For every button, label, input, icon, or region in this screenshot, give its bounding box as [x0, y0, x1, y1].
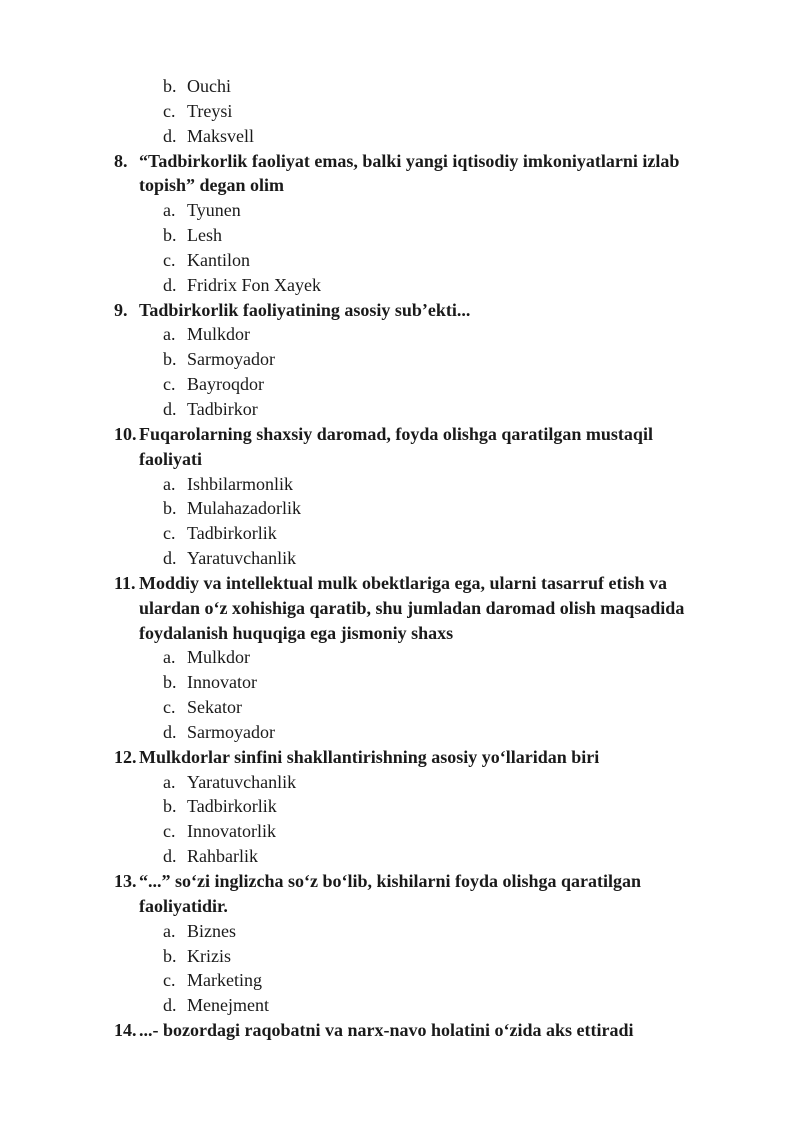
option-text: Krizis — [187, 945, 231, 966]
question-number: 13. — [114, 871, 137, 891]
option-letter: a. — [163, 200, 176, 221]
option-letter: c. — [163, 374, 176, 395]
option-text: Innovatorlik — [187, 821, 276, 842]
question-8 — [0, 149, 800, 298]
option-text: Kantilon — [187, 249, 250, 270]
option-text: Yaratuvchanlik — [187, 771, 297, 792]
option-item[interactable] — [0, 695, 800, 720]
question-text: Fuqarolarning shaxsiy daromad, foyda olishga qaratilgan mustaqil — [139, 423, 653, 444]
option-item[interactable] — [0, 74, 800, 99]
option-text: Biznes — [187, 920, 236, 941]
option-text: Maksvell — [187, 125, 254, 146]
question-stem — [0, 869, 800, 894]
question-text-continued: ulardan o‘z xohishiga qaratib, shu jumladan daromad olish maqsadida — [139, 597, 685, 618]
option-text: Ouchi — [187, 76, 231, 96]
question-number: 14. — [114, 1020, 137, 1041]
option-letter: a. — [163, 771, 176, 792]
option-letter: a. — [163, 920, 176, 941]
option-item[interactable] — [0, 496, 800, 521]
option-item[interactable] — [0, 223, 800, 248]
question-text-continued: faoliyatidir. — [139, 895, 228, 916]
question-number: 8. — [114, 150, 128, 171]
option-item[interactable] — [0, 968, 800, 993]
question-14 — [0, 1018, 800, 1043]
option-text: Sekator — [187, 697, 242, 718]
question-10 — [0, 422, 800, 571]
question-stem — [0, 745, 800, 770]
option-item[interactable] — [0, 819, 800, 844]
option-letter: d. — [163, 398, 177, 419]
option-item[interactable] — [0, 546, 800, 571]
option-letter: b. — [163, 76, 177, 96]
option-letter: d. — [163, 548, 177, 569]
option-item[interactable] — [0, 347, 800, 372]
option-item[interactable] — [0, 472, 800, 497]
option-item[interactable] — [0, 670, 800, 695]
option-letter: b. — [163, 225, 177, 246]
option-item[interactable] — [0, 944, 800, 969]
question-stem — [0, 298, 800, 323]
option-text: Tyunen — [187, 200, 241, 221]
option-letter: c. — [163, 523, 176, 544]
option-text: Menejment — [187, 995, 269, 1016]
option-text: Ishbilarmonlik — [187, 473, 293, 494]
option-text: Tadbirkorlik — [187, 523, 277, 544]
option-letter: d. — [163, 721, 177, 742]
option-item[interactable] — [0, 993, 800, 1018]
document-page — [0, 74, 800, 1043]
option-letter: b. — [163, 498, 177, 519]
option-text: Mulahazadorlik — [187, 498, 301, 519]
option-item[interactable] — [0, 645, 800, 670]
option-letter: c. — [163, 821, 176, 842]
option-item[interactable] — [0, 322, 800, 347]
question-number: 10. — [114, 423, 137, 444]
question-number: 11. — [114, 572, 136, 593]
question-text: ...- bozordagi raqobatni va narx-navo holatini o‘zida aks ettiradi — [139, 1020, 634, 1041]
option-text: Lesh — [187, 225, 222, 246]
option-text: Mulkdor — [187, 647, 250, 668]
question-9 — [0, 298, 800, 422]
option-letter: c. — [163, 100, 176, 121]
option-item[interactable] — [0, 248, 800, 273]
option-item[interactable] — [0, 372, 800, 397]
option-item[interactable] — [0, 198, 800, 223]
option-text: Mulkdor — [187, 324, 250, 345]
question-number: 9. — [114, 299, 128, 320]
option-text: Tadbirkorlik — [187, 796, 277, 817]
option-letter: c. — [163, 697, 176, 718]
question-stem — [0, 571, 800, 596]
question-number: 12. — [114, 746, 137, 767]
option-letter: d. — [163, 274, 177, 295]
question-12 — [0, 745, 800, 869]
option-item[interactable] — [0, 720, 800, 745]
question-13 — [0, 869, 800, 1018]
option-item[interactable] — [0, 99, 800, 124]
option-item[interactable] — [0, 124, 800, 149]
question-stem — [0, 422, 800, 447]
option-item[interactable] — [0, 397, 800, 422]
option-item[interactable] — [0, 844, 800, 869]
option-text: Sarmoyador — [187, 721, 275, 742]
option-letter: b. — [163, 349, 177, 370]
option-letter: a. — [163, 473, 176, 494]
option-letter: d. — [163, 846, 177, 867]
option-text: Yaratuvchanlik — [187, 548, 297, 569]
option-text: Bayroqdor — [187, 374, 264, 395]
question-text: Mulkdorlar sinfini shakllantirishning asosiy yo‘llaridan biri — [139, 746, 600, 767]
option-letter: d. — [163, 995, 177, 1016]
option-text: Innovator — [187, 672, 257, 693]
option-text: Treysi — [187, 100, 233, 121]
question-stem — [0, 1018, 800, 1043]
option-item[interactable] — [0, 919, 800, 944]
question-text-continued: foydalanish huquqiga ega jismoniy shaxs — [139, 622, 454, 643]
option-letter: b. — [163, 796, 177, 817]
question-text: Tadbirkorlik faoliyatining asosiy sub’ekti... — [139, 299, 471, 320]
option-item[interactable] — [0, 794, 800, 819]
question-text: “Tadbirkorlik faoliyat emas, balki yangi iqtisodiy imkoniyatlarni izlab — [139, 150, 680, 171]
option-letter: c. — [163, 970, 176, 991]
option-text: Marketing — [187, 970, 262, 991]
option-item[interactable] — [0, 273, 800, 298]
question-11 — [0, 571, 800, 745]
option-text: Fridrix Fon Xayek — [187, 274, 321, 295]
option-letter: b. — [163, 945, 177, 966]
option-item[interactable] — [0, 521, 800, 546]
option-letter: a. — [163, 647, 176, 668]
option-letter: b. — [163, 672, 177, 693]
option-letter: a. — [163, 324, 176, 345]
option-text: Tadbirkor — [187, 398, 258, 419]
option-letter: d. — [163, 125, 177, 146]
question-text-continued: topish” degan olim — [139, 175, 285, 196]
question-stem — [0, 149, 800, 174]
option-item[interactable] — [0, 770, 800, 795]
option-text: Sarmoyador — [187, 349, 275, 370]
question-text: “...” so‘zi inglizcha so‘z bo‘lib, kishilarni foyda olishga qaratilgan — [139, 871, 642, 891]
option-text: Rahbarlik — [187, 846, 258, 867]
question-text: Moddiy va intellektual mulk obektlariga ega, ularni tasarruf etish va — [139, 572, 668, 593]
option-letter: c. — [163, 249, 176, 270]
question-text-continued: faoliyati — [139, 448, 202, 469]
